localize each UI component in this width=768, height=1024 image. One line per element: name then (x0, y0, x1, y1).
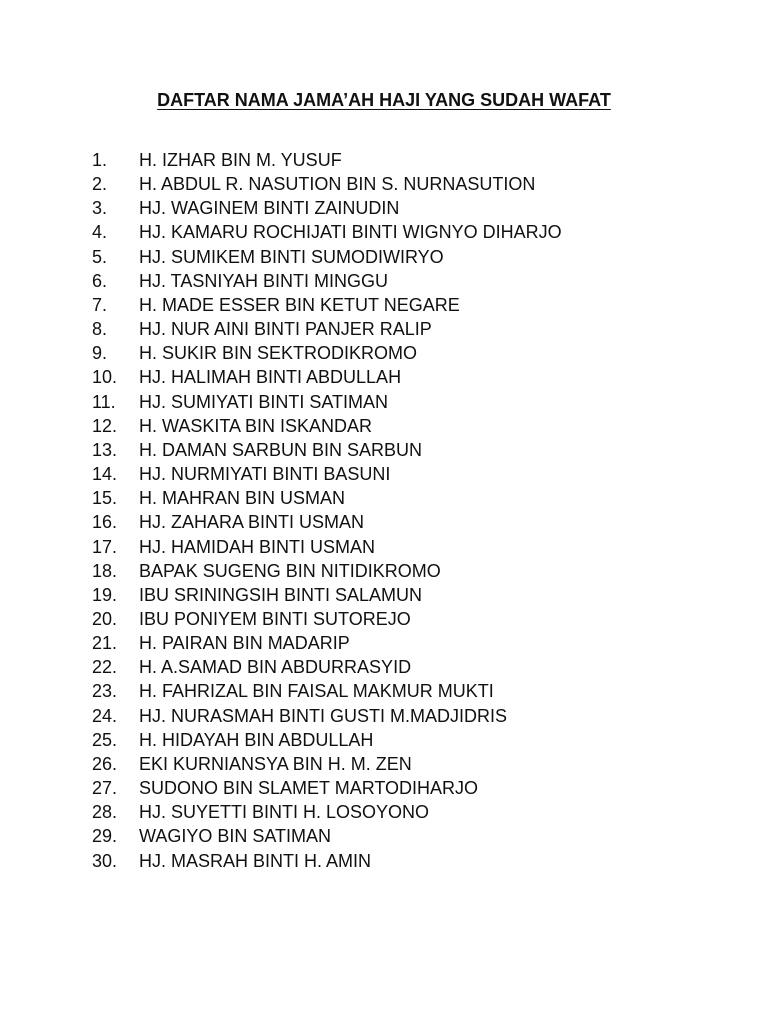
list-item (0, 365, 768, 389)
list-item-name: H. MADE ESSER BIN KETUT NEGARE (139, 294, 460, 315)
list-item-name: H. FAHRIZAL BIN FAISAL MAKMUR MUKTI (139, 681, 494, 702)
list-item-name: HJ. SUMIYATI BINTI SATIMAN (139, 391, 389, 412)
list-item-name: H. IZHAR BIN M. YUSUF (139, 150, 342, 170)
list-item-number: 29. (92, 826, 118, 847)
list-item (0, 293, 768, 317)
list-item (0, 704, 768, 728)
list-item (0, 390, 768, 414)
list-item-number: 9. (92, 343, 108, 364)
list-item-name: EKI KURNIANSYA BIN H. M. ZEN (139, 753, 412, 774)
list-item-number: 28. (92, 802, 118, 823)
list-item-number: 16. (92, 512, 118, 533)
list-item (0, 728, 768, 752)
list-item-name: HJ. NUR AINI BINTI PANJER RALIP (139, 319, 432, 340)
list-item (0, 559, 768, 583)
list-item-number: 2. (92, 174, 108, 195)
list-item-name: WAGIYO BIN SATIMAN (139, 826, 332, 847)
list-item (0, 196, 768, 220)
list-item-name: H. A.SAMAD BIN ABDURRASYID (139, 657, 412, 678)
list-item (0, 800, 768, 824)
list-item (0, 438, 768, 462)
list-item (0, 849, 768, 873)
list-item-name: HJ. MASRAH BINTI H. AMIN (139, 850, 372, 871)
list-item-name: IBU PONIYEM BINTI SUTOREJO (139, 608, 411, 629)
list-item (0, 245, 768, 269)
list-item-number: 4. (92, 222, 108, 243)
list-item-name: HJ. WAGINEM BINTI ZAINUDIN (139, 198, 400, 219)
list-item-number: 10. (92, 367, 118, 388)
list-item-number: 6. (92, 270, 108, 291)
pilgrim-name-list (0, 148, 768, 873)
list-item-number: 25. (92, 729, 118, 750)
list-item-number: 8. (92, 319, 108, 340)
list-item-number: 3. (92, 198, 108, 219)
list-item-number: 19. (92, 584, 118, 605)
list-item-name: H. DAMAN SARBUN BIN SARBUN (139, 439, 423, 460)
list-item-number: 18. (92, 560, 118, 581)
list-item (0, 510, 768, 534)
list-item (0, 341, 768, 365)
list-item-number: 27. (92, 778, 118, 799)
list-item-name: HJ. HAMIDAH BINTI USMAN (139, 536, 376, 557)
list-item (0, 607, 768, 631)
list-item (0, 462, 768, 486)
list-item (0, 583, 768, 607)
list-item-number: 5. (92, 246, 108, 267)
list-item-number: 15. (92, 488, 118, 509)
list-item (0, 631, 768, 655)
list-item-number: 30. (92, 850, 118, 871)
list-item-number: 13. (92, 439, 118, 460)
list-item (0, 220, 768, 244)
list-item (0, 172, 768, 196)
list-item-number: 11. (92, 391, 116, 412)
list-item-name: H. HIDAYAH BIN ABDULLAH (139, 729, 374, 750)
list-item-name: H. MAHRAN BIN USMAN (139, 488, 346, 509)
list-item-number: 21. (92, 633, 118, 654)
list-item-number: 17. (92, 536, 118, 557)
list-item-name: HJ. TASNIYAH BINTI MINGGU (139, 270, 389, 291)
list-item-name: H. WASKITA BIN ISKANDAR (139, 415, 373, 436)
list-item-name: HJ. NURMIYATI BINTI BASUNI (139, 464, 391, 485)
list-item-name: H. SUKIR BIN SEKTRODIKROMO (139, 343, 418, 364)
list-item (0, 317, 768, 341)
list-item-number: 22. (92, 657, 118, 678)
list-item (0, 535, 768, 559)
list-item-name: IBU SRININGSIH BINTI SALAMUN (139, 584, 423, 605)
list-item (0, 414, 768, 438)
list-item-name: HJ. ZAHARA BINTI USMAN (139, 512, 365, 533)
list-item-number: 7. (92, 294, 108, 315)
list-item-number: 26. (92, 753, 118, 774)
list-item-number: 12. (92, 415, 118, 436)
list-item-name: HJ. HALIMAH BINTI ABDULLAH (139, 367, 402, 388)
list-item-number: 1. (92, 150, 108, 170)
list-item-name: HJ. KAMARU ROCHIJATI BINTI WIGNYO DIHARJO (139, 222, 562, 243)
list-item-name: HJ. SUYETTI BINTI H. LOSOYONO (139, 802, 430, 823)
list-item (0, 679, 768, 703)
list-item (0, 824, 768, 848)
list-item-name: BAPAK SUGENG BIN NITIDIKROMO (139, 560, 441, 581)
list-item (0, 486, 768, 510)
list-item-number: 14. (92, 464, 118, 485)
list-item-name: HJ. NURASMAH BINTI GUSTI M.MADJIDRIS (139, 705, 508, 726)
list-item-number: 24. (92, 705, 118, 726)
list-item-number: 20. (92, 608, 118, 629)
list-item (0, 655, 768, 679)
document-title: DAFTAR NAMA JAMA’AH HAJI YANG SUDAH WAFAT (157, 90, 611, 110)
list-item-number: 23. (92, 681, 118, 702)
list-item (0, 776, 768, 800)
list-item-name: HJ. SUMIKEM BINTI SUMODIWIRYO (139, 246, 444, 267)
list-item-name: H. ABDUL R. NASUTION BIN S. NURNASUTION (139, 174, 536, 195)
list-item-name: SUDONO BIN SLAMET MARTODIHARJO (139, 778, 479, 799)
list-item (0, 148, 768, 172)
list-item (0, 752, 768, 776)
list-item (0, 269, 768, 293)
list-item-name: H. PAIRAN BIN MADARIP (139, 633, 350, 654)
